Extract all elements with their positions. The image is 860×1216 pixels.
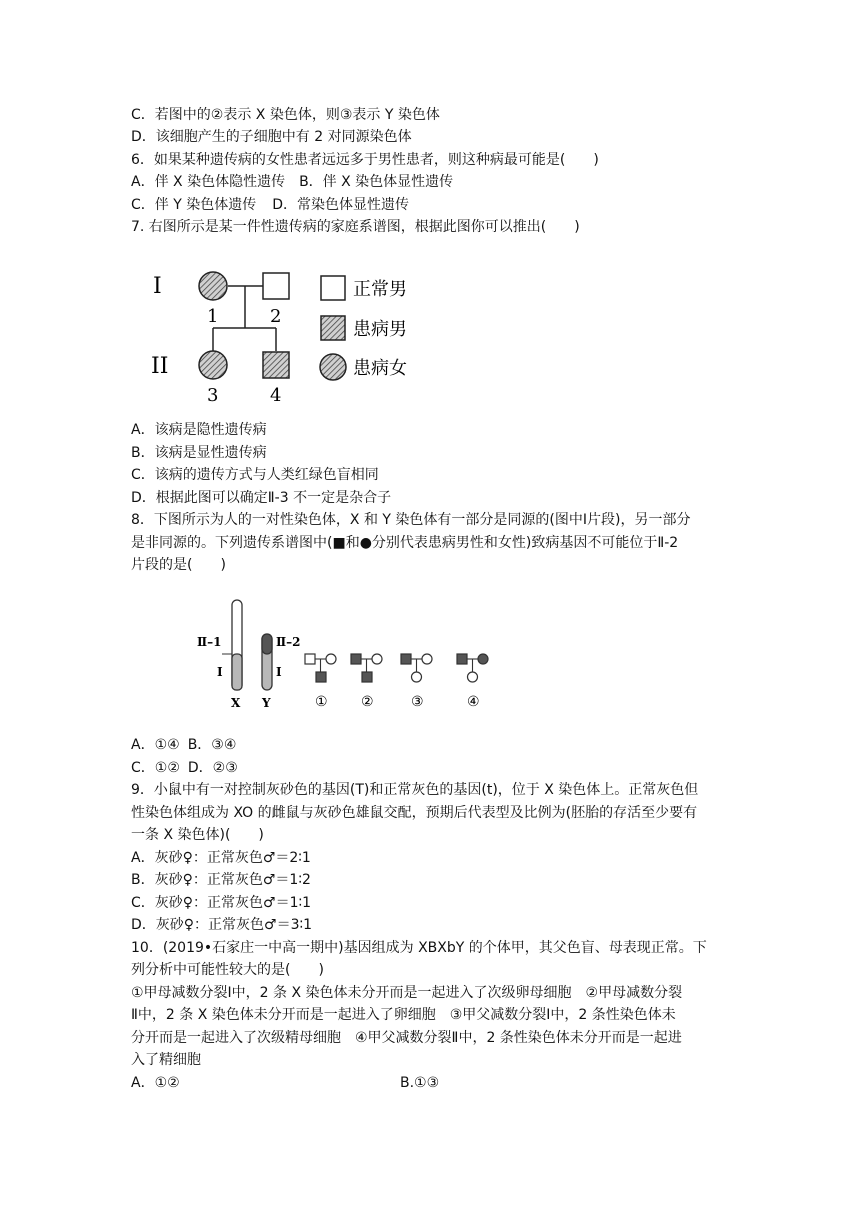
q6-options-ab (131, 172, 453, 193)
legend-normal-male-symbol (321, 276, 345, 300)
q10-stem-line-1: 10．(2019•石家庄一中高一期中)基因组成为 XBXbY 的个体甲，其父色盲、母表现正常。下 (131, 940, 707, 956)
q7-stem: 7. 右图所示是某一件性遗传病的家庭系谱图，根据此图你可以推出( ) (131, 219, 580, 235)
label-x: X (231, 696, 241, 710)
label-segment-I-y: I (276, 665, 282, 679)
q7-option-b: B．该病是显性遗传病 (131, 445, 267, 461)
q9-option-d: D．灰砂♀：正常灰色♂＝3∶1 (131, 917, 313, 933)
q6-options-cd (131, 195, 409, 216)
q7-option-c: C．该病的遗传方式与人类红绿色盲相同 (131, 467, 379, 483)
legend-affected-male-symbol (321, 316, 345, 340)
p3-child (412, 672, 422, 682)
q10-stem-line-5: 分开而是一起进入了次级精母细胞 ④甲父减数分裂Ⅱ中，2 条性染色体未分开而是一起进 (131, 1030, 682, 1046)
label-segment-II-1: Ⅱ–1 (197, 635, 222, 649)
q10-stem-line-4: Ⅱ中，2 条 X 染色体未分开而是一起进入了卵细胞 ③甲父减数分裂Ⅰ中，2 条性染色体未 (131, 1007, 676, 1023)
pedigree-number-2: ② (361, 694, 374, 710)
q8-stem-line-1: 8．下图所示为人的一对性染色体，X 和 Y 染色体有一部分是同源的(图中Ⅰ片段)，另一部分 (131, 512, 691, 528)
q8-options-cd (131, 758, 238, 779)
q10-stem-line-3: ①甲母减数分裂Ⅰ中，2 条 X 染色体未分开而是一起进入了次级卵母细胞 ②甲母减数分裂 (131, 985, 683, 1001)
q9-stem-line-3: 一条 X 染色体)( ) (131, 827, 264, 843)
pedigree-figure (145, 258, 435, 408)
q7-option-d: D．根据此图可以确定Ⅱ-3 不一定是杂合子 (131, 490, 392, 506)
q8-option-b: B．③④ (187, 737, 237, 753)
q6-stem: 6．如果某种遗传病的女性患者远远多于男性患者，则这种病最可能是( ) (131, 152, 599, 168)
legend-affected-female-label: 患病女 (353, 358, 407, 379)
pedigree-1 (305, 654, 336, 710)
q6-option-a: A．伴 X 染色体隐性遗传 (131, 174, 286, 190)
sex-chromosome-figure (195, 594, 505, 716)
label-segment-II-2: Ⅱ–2 (276, 635, 301, 649)
q8-stem-line-3: 片段的是( ) (131, 557, 226, 573)
legend-normal-male-label: 正常男 (353, 279, 407, 300)
p2-father (351, 654, 361, 664)
generation-label-1: I (153, 274, 162, 299)
p4-father (457, 654, 467, 664)
label-segment-I-x: I (217, 665, 223, 679)
pedigree-number-3: ③ (411, 694, 424, 710)
q9-stem-line-2: 性染色体组成为 XO 的雌鼠与灰砂色雄鼠交配，预期后代表型及比例为(胚胎的存活至少要有 (131, 805, 698, 821)
legend-affected-male-label: 患病男 (353, 319, 407, 340)
q7-option-a: A．该病是隐性遗传病 (131, 422, 267, 438)
p2-child (362, 672, 372, 682)
individual-number-2: 2 (270, 306, 282, 327)
q10-option-b: B.①③ (400, 1075, 440, 1091)
p4-mother (478, 654, 488, 664)
affected-female-3 (199, 351, 227, 379)
pedigree-3 (401, 654, 432, 710)
legend-affected-female-symbol (320, 354, 346, 380)
q9-option-b: B．灰砂♀：正常灰色♂＝1∶2 (131, 872, 311, 888)
q8-option-a: A．①④ (131, 737, 180, 753)
pedigree-2 (351, 654, 382, 710)
p1-child (316, 672, 326, 682)
q9-option-c: C．灰砂♀：正常灰色♂＝1∶1 (131, 895, 312, 911)
q9-stem-line-1: 9．小鼠中有一对控制灰砂色的基因(T)和正常灰色的基因(t)，位于 X 染色体上。正常灰色但 (131, 782, 699, 798)
pedigree-number-4: ④ (467, 694, 480, 710)
x-chromosome-homologous-segment (232, 654, 242, 690)
pedigree-4 (457, 654, 488, 710)
q9-option-a: A．灰砂♀：正常灰色♂＝2∶1 (131, 850, 311, 866)
q8-options-ab (131, 735, 236, 756)
q5-option-d: D．该细胞产生的子细胞中有 2 对同源染色体 (131, 129, 412, 145)
q10-stem-line-6: 入了精细胞 (131, 1052, 201, 1068)
q8-option-d: D．②③ (187, 760, 238, 776)
p3-father (401, 654, 411, 664)
affected-male-4 (263, 352, 289, 378)
y-chromosome-nonhomologous (262, 634, 272, 654)
p3-mother (422, 654, 432, 664)
individual-number-4: 4 (270, 385, 282, 406)
p2-mother (372, 654, 382, 664)
p4-child (468, 672, 478, 682)
q6-option-d: D．常染色体显性遗传 (272, 197, 410, 213)
affected-female-1 (199, 272, 227, 300)
p1-mother (326, 654, 336, 664)
individual-number-1: 1 (207, 306, 219, 327)
p1-father (305, 654, 315, 664)
q5-option-c: C．若图中的②表示 X 染色体，则③表示 Y 染色体 (131, 107, 440, 123)
normal-male-2 (263, 273, 289, 299)
q10-stem-line-2: 列分析中可能性较大的是( ) (131, 962, 324, 978)
q8-stem-line-2: 是非同源的。下列遗传系谱图中(■和●分别代表患病男性和女性)致病基因不可能位于Ⅱ-2 (131, 535, 679, 551)
q8-option-c: C．①② (131, 760, 180, 776)
label-y: Y (262, 696, 271, 710)
individual-number-3: 3 (207, 385, 219, 406)
generation-label-2: II (151, 354, 169, 379)
q6-option-c: C．伴 Y 染色体遗传 (131, 197, 257, 213)
q10-option-a: A．①② (131, 1075, 180, 1091)
q6-option-b: B．伴 X 染色体显性遗传 (299, 174, 454, 190)
pedigree-number-1: ① (315, 694, 328, 710)
